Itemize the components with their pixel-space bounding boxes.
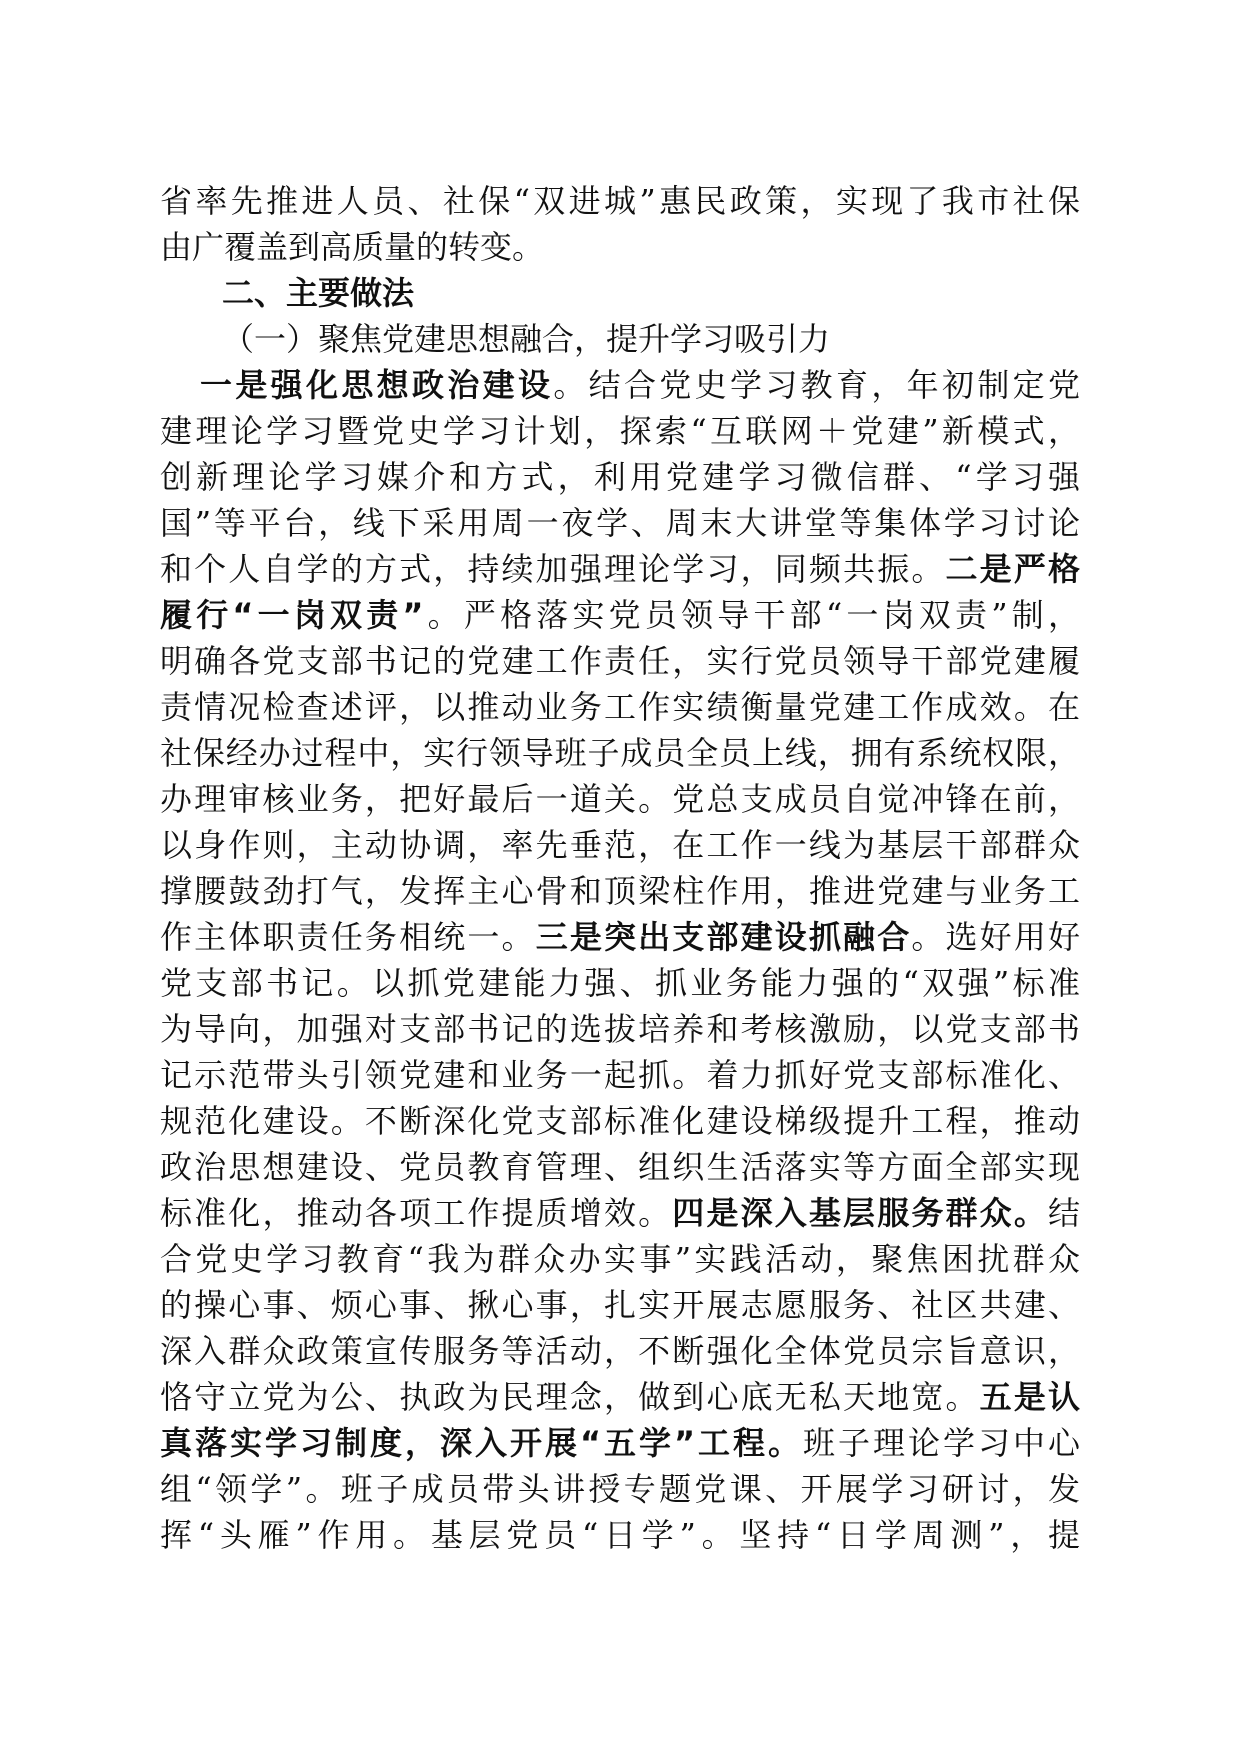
text-line-25: 的操心事、烦心事、揪心事，扎实开展志愿服务、社区共建、 [160,1286,1080,1324]
text-line-30: 挥“头雁”作用。基层党员“日学”。坚持“日学周测”，提 [160,1516,1080,1554]
text-line-6: 建理论学习暨党史学习计划，探索“互联网＋党建”新模式， [160,412,1080,450]
bold-lead-2-cont: 履行“一岗双责” [160,596,424,634]
subsection-heading: （一）聚焦党建思想融合，提升学习吸引力 [222,320,831,358]
text-line-29: 组“领学”。班子成员带头讲授专题党课、开展学习研讨，发 [160,1470,1080,1508]
text-line-13: 社保经办过程中，实行领导班子成员全员上线，拥有系统权限， [160,734,1080,772]
text-line-21: 规范化建设。不断深化党支部标准化建设梯级提升工程，推动 [160,1102,1080,1140]
bold-lead-5: 五是认 [979,1378,1080,1416]
bold-lead-1: 一是强化思想政治建设 [200,366,554,404]
text-line-23: 标准化，推动各项工作提质增效。四是深入基层服务群众。结 [160,1194,1080,1232]
text-line-27: 恪守立党为公、执政为民理念，做到心底无私天地宽。五是认 [160,1378,1080,1416]
text-line-5: 一是强化思想政治建设。结合党史学习教育，年初制定党 [200,366,1080,404]
text-line-24: 合党史学习教育“我为群众办实事”实践活动，聚焦困扰群众 [160,1240,1080,1278]
bold-lead-5-cont: 真落实学习制度，深入开展“五学”工程。 [160,1424,803,1462]
text-line-11: 明确各党支部书记的党建工作责任，实行党员领导干部党建履 [160,642,1080,680]
text-line-14: 办理审核业务，把好最后一道关。党总支成员自觉冲锋在前， [160,780,1080,818]
text-line-20: 记示范带头引领党建和业务一起抓。着力抓好党支部标准化、 [160,1056,1080,1094]
text-line-22: 政治思想建设、党员教育管理、组织生活落实等方面全部实现 [160,1148,1080,1186]
text-line-7: 创新理论学习媒介和方式，利用党建学习微信群、“学习强 [160,458,1080,496]
text-line-8: 国”等平台，线下采用周一夜学、周末大讲堂等集体学习讨论 [160,504,1080,542]
text-line-19: 为导向，加强对支部书记的选拔培养和考核激励，以党支部书 [160,1010,1080,1048]
text-line-15: 以身作则，主动协调，率先垂范，在工作一线为基层干部群众 [160,826,1080,864]
text-line-12: 责情况检查述评，以推动业务工作实绩衡量党建工作成效。在 [160,688,1080,726]
section-heading: 二、主要做法 [222,274,415,312]
bold-lead-4: 四是深入基层服务群众。 [672,1194,1048,1232]
text-line-10: 履行“一岗双责”。严格落实党员领导干部“一岗双责”制， [160,596,1080,634]
bold-lead-3: 三是突出支部建设抓融合 [535,918,912,956]
text-line-1: 省率先推进人员、社保“双进城”惠民政策，实现了我市社保 [160,182,1080,220]
bold-lead-2: 二是严格 [945,550,1080,588]
text-line-16: 撑腰鼓劲打气，发挥主心骨和顶梁柱作用，推进党建与业务工 [160,872,1080,910]
text-line-17: 作主体职责任务相统一。三是突出支部建设抓融合。选好用好 [160,918,1080,956]
text-line-2: 由广覆盖到高质量的转变。 [160,228,545,266]
text-line-28: 真落实学习制度，深入开展“五学”工程。班子理论学习中心 [160,1424,1080,1462]
text-line-26: 深入群众政策宣传服务等活动，不断强化全体党员宗旨意识， [160,1332,1080,1370]
text-line-18: 党支部书记。以抓党建能力强、抓业务能力强的“双强”标准 [160,964,1080,1002]
text-line-9: 和个人自学的方式，持续加强理论学习，同频共振。二是严格 [160,550,1080,588]
